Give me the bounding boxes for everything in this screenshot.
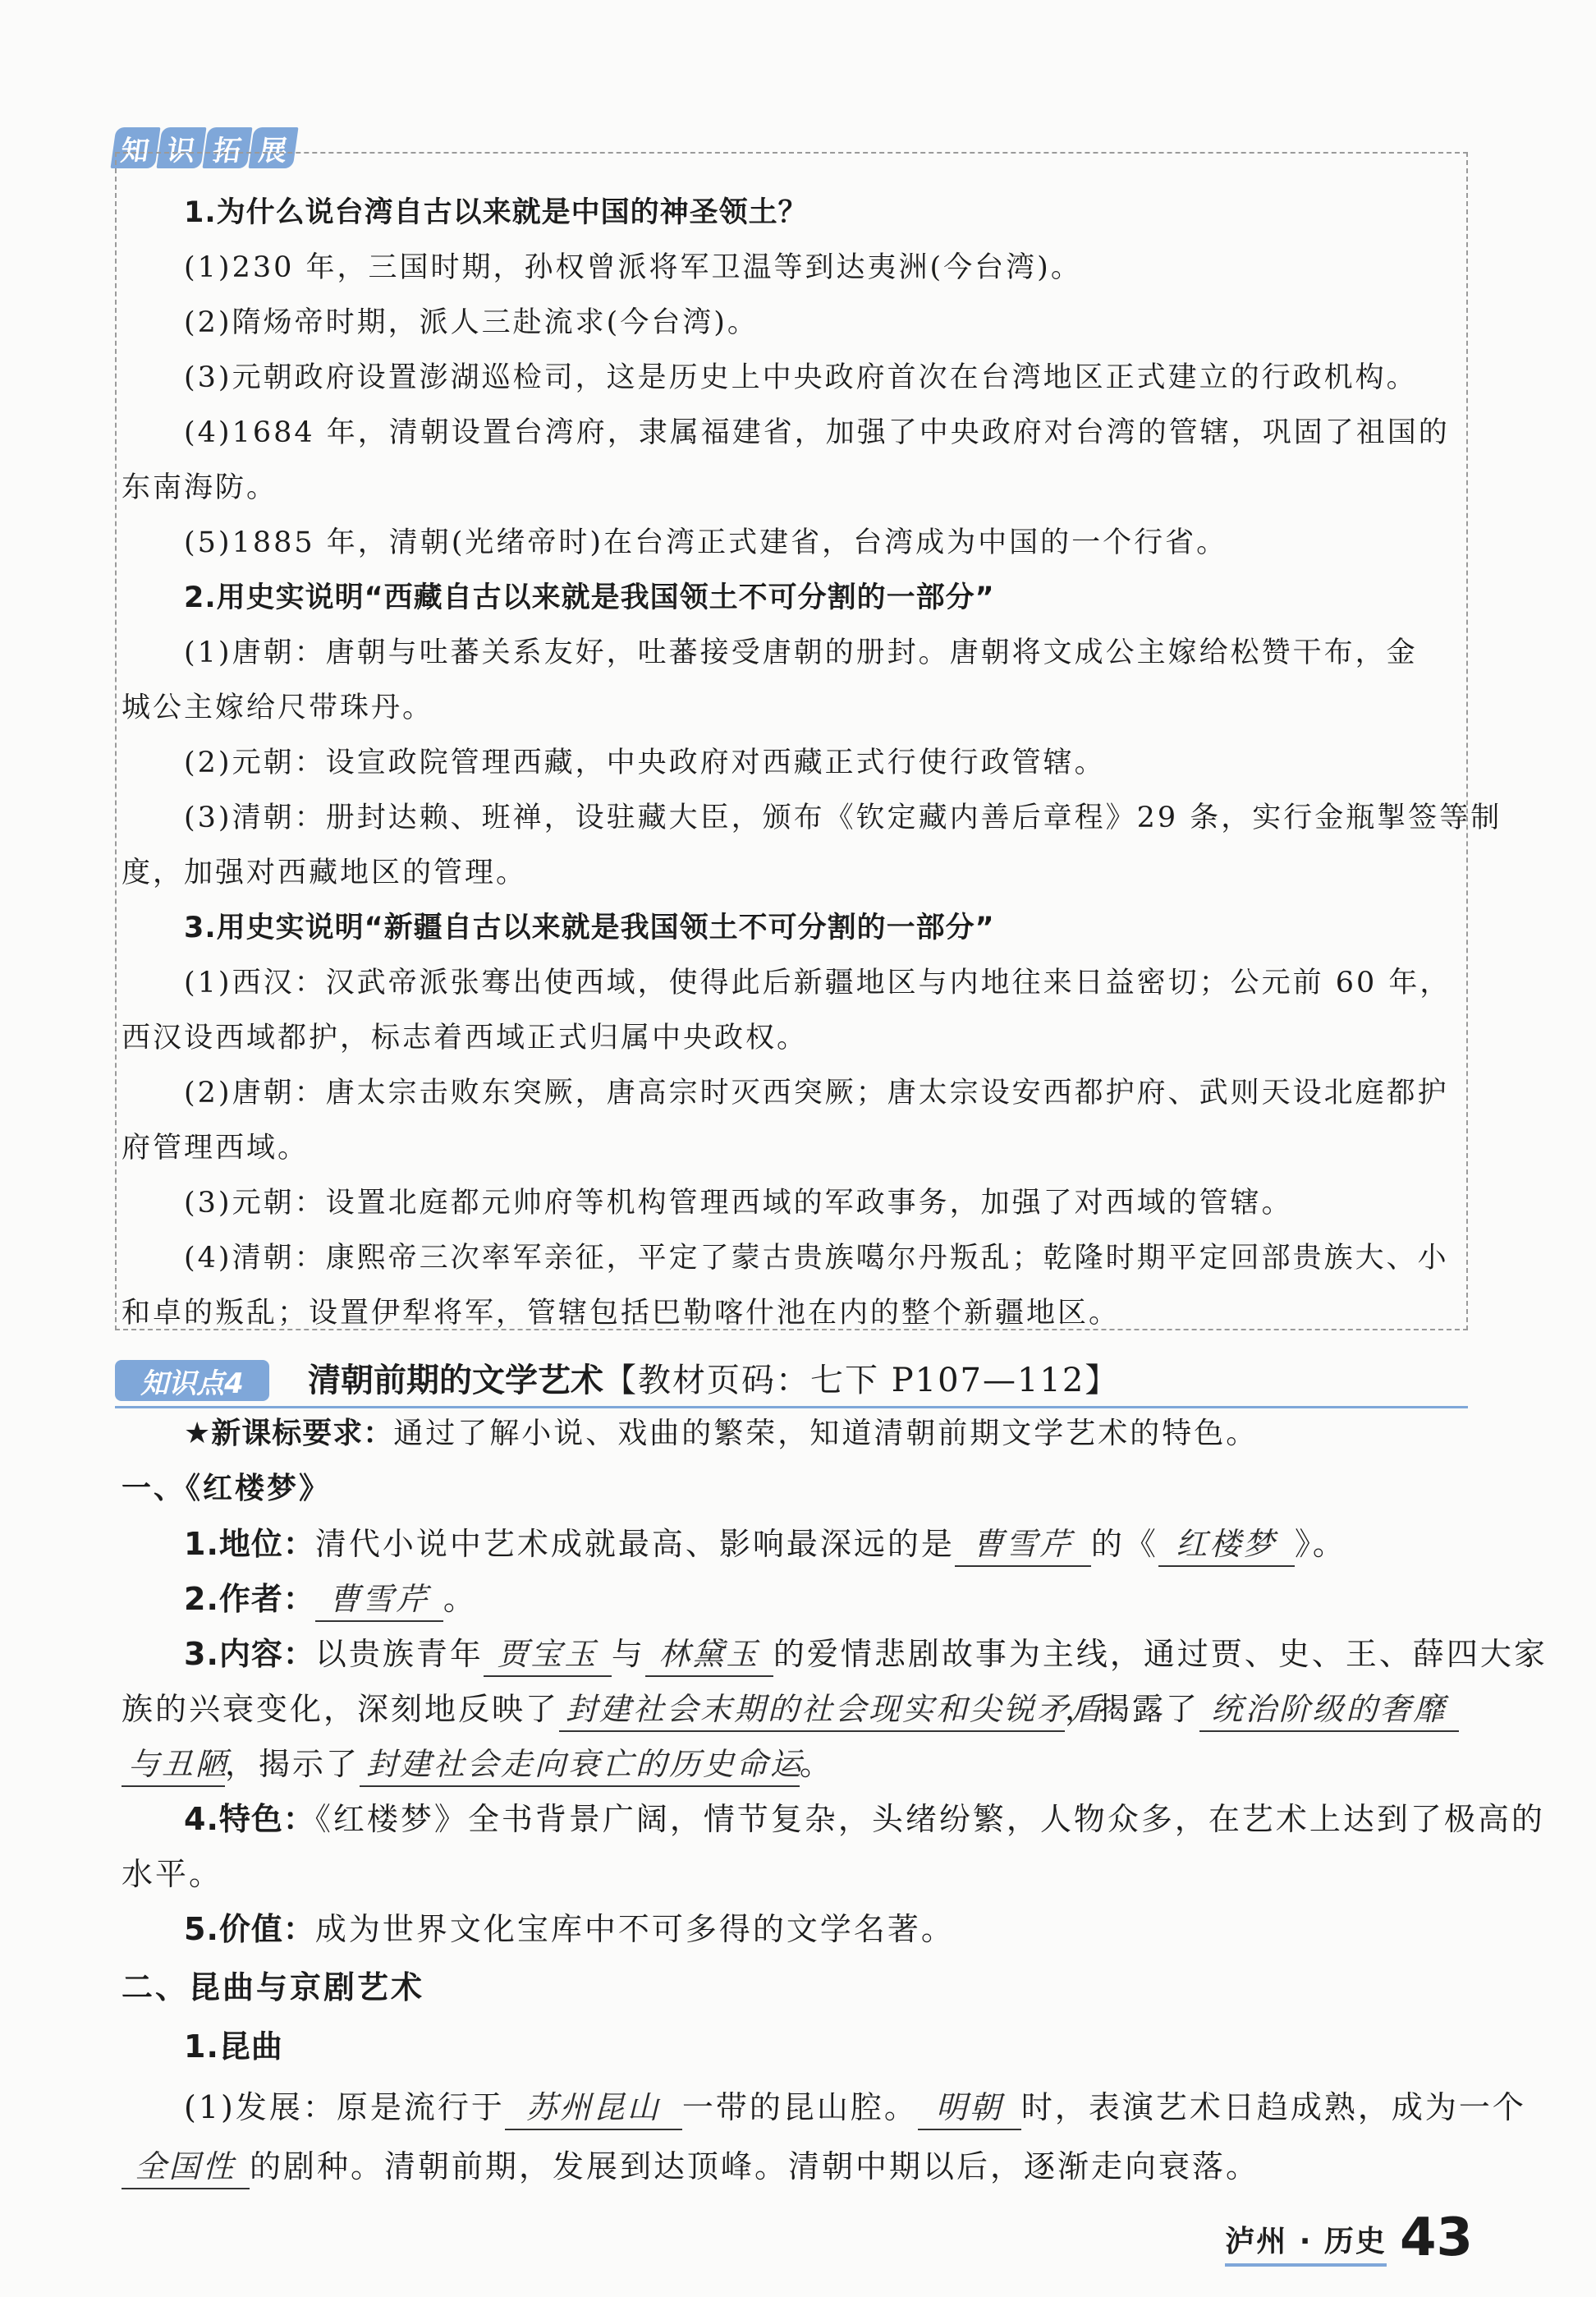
item-text: 的爱情悲剧故事为主线，通过贾、史、王、薛四大家: [773, 1636, 1548, 1672]
kunqu-development: [122, 2086, 1526, 2130]
answer-blank: 红楼梦: [1158, 1523, 1295, 1567]
item-features: [122, 1798, 1545, 1840]
ext-line: (2)隋炀帝时期，派人三赴流求(今台湾)。: [184, 306, 759, 339]
item-text: 《红楼梦》全书背景广阔，情节复杂，头绪纷繁，人物众多，在艺术上达到了极高的: [314, 1801, 1545, 1837]
item-content-cont: [122, 1688, 1468, 1732]
answer-blank: 明朝: [918, 2086, 1021, 2130]
item-label: 2.作者：: [184, 1581, 315, 1617]
answer-blank: 全国性: [122, 2145, 250, 2189]
answer-blank: 封建社会走向衰亡的历史命运: [360, 1743, 800, 1787]
ext-line: (4)1684 年，清朝设置台湾府，隶属福建省，加强了中央政府对台湾的管辖，巩固了祖国的: [184, 416, 1450, 449]
item-label: 3.内容：: [184, 1636, 315, 1672]
ext-line: 东南海防。: [122, 471, 278, 504]
tag-char: 知: [110, 127, 160, 168]
ext-line: (2)元朝：设宣政院管理西藏，中央政府对西藏正式行使行政管辖。: [184, 747, 1106, 779]
ext-line: (4)清朝：康熙帝三次率军亲征，平定了蒙古贵族噶尔丹叛乱；乾隆时期平定回部贵族大、小: [184, 1242, 1449, 1275]
item-status: [122, 1523, 1468, 1567]
answer-blank: 与丑陋: [122, 1743, 225, 1787]
tag-char: 识: [156, 127, 206, 168]
knowledge-point-header: [115, 1355, 1468, 1408]
kunqu-development-cont: [122, 2145, 1468, 2189]
item-text: 以贵族青年: [314, 1636, 484, 1672]
item-value: [122, 1908, 1468, 1950]
tag-char: 拓: [202, 127, 252, 168]
standard-text: 通过了解小说、戏曲的繁荣，知道清朝前期文学艺术的特色。: [393, 1417, 1259, 1450]
ext-line: 度，加强对西藏地区的管理。: [122, 857, 528, 889]
item-text: (1)发展：原是流行于: [184, 2089, 505, 2125]
item-text: 时，表演艺术日趋成熟，成为一个: [1020, 2089, 1526, 2125]
answer-blank: 封建社会末期的社会现实和尖锐矛盾: [559, 1688, 1065, 1732]
page-number: 43: [1399, 2207, 1473, 2268]
ext-line: (1)230 年，三国时期，孙权曾派将军卫温等到达夷洲(今台湾)。: [184, 251, 1082, 284]
section-heading-1: 一、《红楼梦》: [122, 1472, 332, 1505]
page-footer: [1225, 2201, 1473, 2267]
answer-blank: 曹雪芹: [955, 1523, 1091, 1567]
knowledge-point-title: [308, 1358, 1119, 1403]
ext-line: 西汉设西域都护，标志着西域正式归属中央政权。: [122, 1022, 809, 1054]
ext-line: (1)西汉：汉武帝派张骞出使西域，使得此后新疆地区与内地往来日益密切；公元前 60 年，: [184, 967, 1452, 999]
footer-region-subject: 泸州 · 历史: [1225, 2218, 1387, 2267]
item-text: 的剧种。清朝前期，发展到达顶峰。清朝中期以后，逐渐走向衰落。: [250, 2148, 1260, 2184]
ext-question-1: 1.为什么说台湾自古以来就是中国的神圣领土？: [184, 196, 808, 229]
item-text: 清代小说中艺术成就最高、影响最深远的是: [314, 1526, 955, 1562]
knowledge-point-badge: 知识点4: [115, 1360, 269, 1401]
answer-blank: 林黛玉: [645, 1633, 773, 1677]
ext-line: 和卓的叛乱；设置伊犁将军，管辖包括巴勒喀什池在内的整个新疆地区。: [122, 1297, 1121, 1330]
item-text: ，揭示了: [225, 1746, 360, 1782]
ext-line: (3)元朝政府设置澎湖巡检司，这是历史上中央政府首次在台湾地区正式建立的行政机构。: [184, 361, 1418, 394]
item-text: 。: [443, 1581, 477, 1617]
item-label: 5.价值：: [184, 1911, 315, 1947]
item-label: 4.特色：: [184, 1801, 315, 1837]
item-text: ，揭露了: [1065, 1691, 1200, 1727]
item-features-cont: 水平。: [122, 1856, 223, 1892]
item-label: 1.地位：: [184, 1526, 315, 1562]
ext-line: (3)清朝：册封达赖、班禅，设驻藏大臣，颁布《钦定藏内善后章程》29 条，实行金瓶掣签等制: [184, 802, 1502, 834]
answer-blank: 贾宝玉: [484, 1633, 612, 1677]
answer-blank: 曹雪芹: [315, 1578, 443, 1622]
ext-question-2: 2.用史实说明“西藏自古以来就是我国领土不可分割的一部分”: [184, 581, 995, 614]
ext-line: (5)1885 年，清朝(光绪帝时)在台湾正式建省，台湾成为中国的一个行省。: [184, 526, 1228, 559]
ext-line: (3)元朝：设置北庭都元帅府等机构管理西域的军政事务，加强了对西域的管辖。: [184, 1187, 1293, 1220]
standard-label: ★新课标要求：: [184, 1417, 394, 1450]
ext-question-3: 3.用史实说明“新疆自古以来就是我国领土不可分割的一部分”: [184, 912, 995, 944]
curriculum-standard: [122, 1413, 1468, 1455]
ext-line: (1)唐朝：唐朝与吐蕃关系友好，吐蕃接受唐朝的册封。唐朝将文成公主嫁给松赞干布，金: [184, 636, 1418, 669]
subsection-kunqu: 1.昆曲: [184, 2028, 283, 2065]
ext-line: 城公主嫁给尺带珠丹。: [122, 691, 434, 724]
kp-textbook-ref: 【教材页码：七下 P107—112】: [603, 1362, 1120, 1399]
item-text: 。: [800, 1746, 834, 1782]
item-text: 一带的昆山腔。: [681, 2089, 918, 2125]
item-text: 族的兴衰变化，深刻地反映了: [122, 1691, 560, 1727]
item-content-cont: [122, 1743, 1468, 1787]
item-text: 的《: [1090, 1526, 1158, 1562]
kp-title-text: 清朝前期的文学艺术: [308, 1362, 603, 1399]
answer-blank: 统治阶级的奢靡: [1199, 1688, 1459, 1732]
tag-char: 展: [248, 127, 298, 168]
item-text: 》。: [1294, 1526, 1346, 1562]
item-author: [122, 1578, 1468, 1622]
item-text: 与: [611, 1636, 645, 1672]
answer-blank: 苏州昆山: [505, 2086, 682, 2130]
item-text: 成为世界文化宝库中不可多得的文学名著。: [314, 1911, 955, 1947]
section-heading-2: 二、昆曲与京剧艺术: [122, 1969, 425, 2005]
ext-line: (2)唐朝：唐太宗击败东突厥，唐高宗时灭西突厥；唐太宗设安西都护府、武则天设北庭都护: [184, 1077, 1449, 1109]
ext-line: 府管理西域。: [122, 1132, 310, 1165]
item-content: [122, 1633, 1548, 1677]
